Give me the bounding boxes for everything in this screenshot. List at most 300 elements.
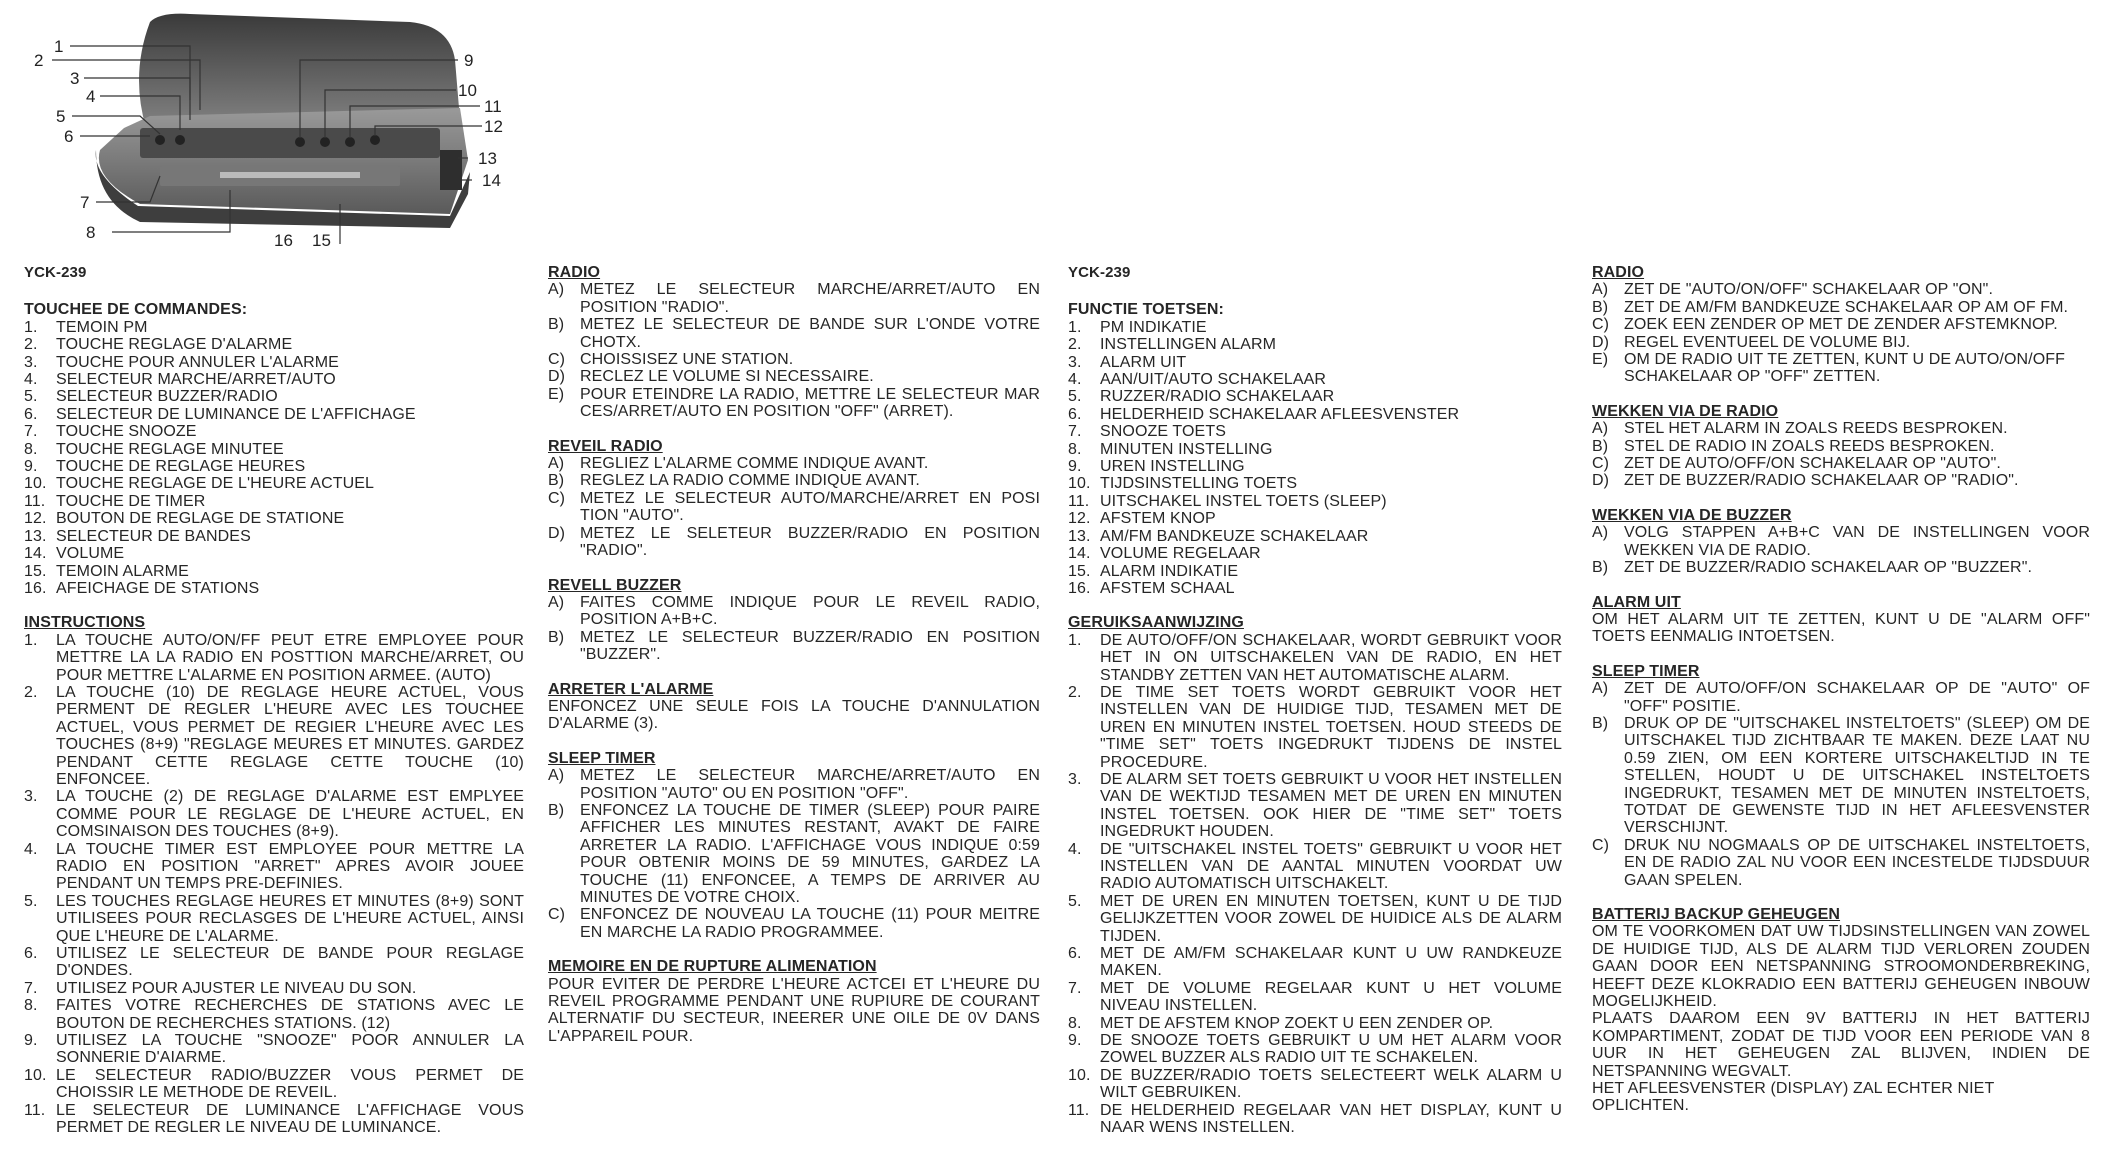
item-text: ZET DE AUTO/OFF/ON SCHAKELAAR OP "AUTO". bbox=[1624, 455, 2001, 473]
list-item bbox=[1592, 680, 2090, 715]
item-text: ZET DE AUTO/OFF/ON SCHAKELAAR OP DE "AUTO" OF "OFF" POSITIE. bbox=[1624, 680, 2090, 715]
sleep-list-nl bbox=[1592, 680, 2090, 889]
list-item bbox=[24, 980, 524, 997]
item-text: ZET DE BUZZER/RADIO SCHAKELAAR OP "BUZZER". bbox=[1624, 559, 2033, 577]
list-item bbox=[1068, 388, 1562, 405]
item-number: 1. bbox=[1068, 318, 1082, 336]
item-number: 12. bbox=[1068, 510, 1091, 528]
item-text: PM INDIKATIE bbox=[1100, 318, 1207, 336]
item-number: 7. bbox=[24, 979, 38, 997]
item-text: STEL DE RADIO IN ZOALS REEDS BESPROKEN. bbox=[1624, 437, 1995, 455]
item-text: LA TOUCHE (10) DE REGLAGE HEURE ACTUEL, VOUS PERMENT DE REGLER L'HEURE AVEC LES TOUCHEE ACTUEL, VOUS PERMET DE REGIER L'HEURE AVEC LES TOUCHES (8+9) "REGLAGE MEURES ET MINUTES. GARDEZ PENDANT CETTE REGLAGE CETTE TOUCHE (10) ENFONCEE. bbox=[56, 683, 524, 788]
item-number: 5. bbox=[1068, 892, 1082, 910]
item-number: A) bbox=[548, 767, 565, 785]
list-item bbox=[1068, 1102, 1562, 1137]
item-number: 5. bbox=[24, 388, 38, 406]
list-item bbox=[1592, 559, 2090, 576]
list-item bbox=[1068, 458, 1562, 475]
alarm-uit-text-nl: OM HET ALARM UIT TE ZETTEN, KUNT U DE "ALARM OFF" TOETS EENMALIG INTOETSEN. bbox=[1592, 610, 2090, 646]
item-text: ALARM UIT bbox=[1100, 353, 1187, 371]
list-item bbox=[1068, 545, 1562, 562]
item-text: TOUCHE REGLAGE D'ALARME bbox=[56, 336, 293, 354]
item-number: E) bbox=[1592, 351, 1609, 369]
item-number: 10. bbox=[1068, 475, 1091, 493]
item-number: 15. bbox=[24, 562, 47, 580]
item-text: MET DE AFSTEM KNOP ZOEKT U EEN ZENDER OP. bbox=[1100, 1014, 1494, 1032]
wekken-buzzer-heading-nl: WEKKEN VIA DE BUZZER bbox=[1592, 506, 1792, 524]
list-item bbox=[1068, 684, 1562, 771]
item-text: UTILISEZ LA TOUCHE "SNOOZE" POOR ANNULER LA SONNERIE D'AIARME. bbox=[56, 1032, 524, 1067]
list-item bbox=[24, 388, 524, 405]
item-number: B) bbox=[1592, 714, 1609, 732]
item-number: 8. bbox=[1068, 440, 1082, 458]
list-item bbox=[1068, 423, 1562, 440]
list-item bbox=[1068, 510, 1562, 527]
item-number: 10. bbox=[24, 475, 47, 493]
item-number: A) bbox=[548, 281, 565, 299]
item-text: ALARM INDIKATIE bbox=[1100, 562, 1239, 580]
item-text: MET DE VOLUME REGELAAR KUNT U HET VOLUME NIVEAU INSTELLEN. bbox=[1100, 979, 1562, 1015]
list-item bbox=[1068, 632, 1562, 684]
item-number: C) bbox=[1592, 455, 1610, 473]
item-text: MET DE UREN EN MINUTEN TOETSEN, KUNT U DE TIJD GELIJKZETTEN VOOR ZOWEL DE HUIDICE ALS DE ALARM TIJDEN. bbox=[1100, 892, 1562, 945]
item-number: D) bbox=[548, 524, 566, 542]
list-item bbox=[1068, 441, 1562, 458]
list-item bbox=[548, 802, 1040, 906]
list-item bbox=[1068, 354, 1562, 371]
item-text: TEMOIN ALARME bbox=[56, 562, 189, 580]
item-text: HELDERHEID SCHAKELAAR AFLEESVENSTER bbox=[1100, 405, 1460, 423]
item-text: LA TOUCHE TIMER EST EMPLOYEE POUR METTRE LA RADIO EN POSITION "ARRET" APRES AVOIR JOUEE PENDANT UN TEMPS PRE-DEFINIES. bbox=[56, 840, 524, 893]
list-item bbox=[1068, 406, 1562, 423]
item-text: BOUTON DE REGLAGE DE STATIONE bbox=[56, 510, 345, 528]
controls-list-fr bbox=[24, 319, 524, 598]
list-item bbox=[1592, 281, 2090, 298]
callout-7: 7 bbox=[80, 193, 90, 212]
item-text: METEZ LE SELECTEUR MARCHE/ARRET/AUTO EN POSITION "RADIO". bbox=[580, 281, 1040, 316]
item-text: LE SELECTEUR DE LUMINANCE L'AFFICHAGE VOUS PERMET DE REGLER LE NIVEAU DE LUMINANCE. bbox=[56, 1101, 524, 1137]
battery-text2-nl: PLAATS DAAROM EEN 9V BATTERIJ IN HET BATTERIJ KOMPARTIMENT, ZODAT DE TIJD VOOR EEN PERIODE VAN 8 UUR IN HET GEHEUGEN ZAL BLIJVEN, INDIEN DE NETSPANNING WEGVALT. bbox=[1592, 1010, 2090, 1080]
item-text: REGLIEZ L'ALARME COMME INDIQUE AVANT. bbox=[580, 455, 929, 473]
item-text: METEZ LE SELECTEUR MARCHE/ARRET/AUTO EN POSITION "AUTO" OU EN POSITION "OFF". bbox=[580, 767, 1040, 802]
item-number: A) bbox=[548, 593, 565, 611]
list-item bbox=[24, 684, 524, 788]
item-number: 4. bbox=[1068, 840, 1082, 858]
dutch-column-2 bbox=[1592, 0, 2090, 1160]
item-text: TEMOIN PM bbox=[56, 318, 148, 336]
item-number: 6. bbox=[1068, 405, 1082, 423]
item-number: B) bbox=[1592, 559, 1609, 577]
list-item bbox=[1068, 528, 1562, 545]
sleep-heading-fr: SLEEP TIMER bbox=[548, 749, 656, 767]
list-item bbox=[24, 510, 524, 527]
item-text: UITSCHAKEL INSTEL TOETS (SLEEP) bbox=[1100, 492, 1387, 510]
list-item bbox=[1592, 715, 2090, 837]
item-text: DRUK OP DE "UITSCHAKEL INSTELTOETS" (SLEEP) OM DE UITSCHAKEL TIJD ZICHTBAAR TE MAKEN. DEZE LAAT NU 0.59 ZIEN, OM EEN KORTERE UITSCHAKELTIJD IN TE STELLEN, HOUDT U DE UITSCHAKEL INSTELTOETS INGEDRUKT, TESAMEN MET DE MINUTEN INSTELTOETS, TOTDAT DE GEWENSTE TIJD IN HET AFLEESVENSTER VERSCHIJNT. bbox=[1624, 714, 2090, 837]
controls-heading-fr: TOUCHEE DE COMMANDES: bbox=[24, 301, 248, 319]
item-text: UTILISEZ LE SELECTEUR DE BANDE POUR REGLAGE D'ONDES. bbox=[56, 945, 524, 980]
item-text: ZOEK EEN ZENDER OP MET DE ZENDER AFSTEMKNOP. bbox=[1624, 316, 2058, 334]
list-item bbox=[24, 632, 524, 684]
item-number: 9. bbox=[1068, 458, 1082, 476]
item-text: SELECTEUR DE BANDES bbox=[56, 527, 251, 545]
callout-16: 16 bbox=[274, 231, 293, 250]
item-text: FAITES VOTRE RECHERCHES DE STATIONS AVEC LE BOUTON DE RECHERCHES STATIONS. (12) bbox=[56, 997, 524, 1032]
item-text: SNOOZE TOETS bbox=[1100, 423, 1226, 441]
item-number: 2. bbox=[24, 336, 38, 354]
item-text: DE "UITSCHAKEL INSTEL TOETS" GEBRUIKT U VOOR HET INSTELLEN VAN DE AANTAL MINUTEN VOORDAT UW RADIO AUTOMATISCH UITSCHAKELT. bbox=[1100, 840, 1562, 893]
callout-2: 2 bbox=[34, 51, 44, 70]
list-item bbox=[1592, 472, 2090, 489]
item-number: A) bbox=[1592, 420, 1609, 438]
item-text: AFSTEM KNOP bbox=[1100, 510, 1216, 528]
item-text: RECLEZ LE VOLUME SI NECESSAIRE. bbox=[580, 368, 874, 386]
item-number: 16. bbox=[24, 579, 47, 597]
item-text: METEZ LE SELETEUR BUZZER/RADIO EN POSITION "RADIO". bbox=[580, 524, 1040, 560]
list-item bbox=[24, 423, 524, 440]
french-column-1 bbox=[24, 0, 524, 1160]
list-item bbox=[1068, 580, 1562, 597]
list-item bbox=[1592, 524, 2090, 559]
list-item bbox=[548, 594, 1040, 629]
item-text: LE SELECTEUR RADIO/BUZZER VOUS PERMET DE CHOISSIR LE METHODE DE REVEIL. bbox=[56, 1066, 524, 1102]
item-text: UTILISEZ POUR AJUSTER LE NIVEAU DU SON. bbox=[56, 979, 417, 997]
item-text: UREN INSTELLING bbox=[1100, 458, 1245, 476]
list-item bbox=[24, 354, 524, 371]
list-item bbox=[548, 629, 1040, 664]
model-number-fr: YCK-239 bbox=[24, 264, 87, 281]
list-item bbox=[1068, 493, 1562, 510]
item-number: E) bbox=[548, 385, 565, 403]
item-number: A) bbox=[1592, 524, 1609, 542]
item-number: B) bbox=[548, 628, 565, 646]
list-item bbox=[1068, 475, 1562, 492]
item-text: TOUCHE DE TIMER bbox=[56, 492, 206, 510]
item-text: VOLUME bbox=[56, 545, 125, 563]
list-item bbox=[1068, 1032, 1562, 1067]
list-item bbox=[548, 316, 1040, 351]
wekken-buzzer-list-nl bbox=[1592, 524, 2090, 576]
list-item bbox=[548, 281, 1040, 316]
item-number: 9. bbox=[24, 1032, 38, 1050]
item-number: A) bbox=[1592, 281, 1609, 299]
item-text: LES TOUCHES REGLAGE HEURES ET MINUTES (8+9) SONT UTILISEES POUR RECLASGES DE L'HEURE ACTUEL, AINSI QUE L'HEURE DE L'ALARME. bbox=[56, 892, 524, 945]
list-item bbox=[24, 893, 524, 945]
item-text: FAITES COMME INDIQUE POUR LE REVEIL RADIO, POSITION A+B+C. bbox=[580, 593, 1040, 629]
reveil-radio-list-fr bbox=[548, 455, 1040, 559]
item-text: METEZ LE SELECTEUR BUZZER/RADIO EN POSITION "BUZZER". bbox=[580, 628, 1040, 664]
item-text: REGLEZ LA RADIO COMME INDIQUE AVANT. bbox=[580, 472, 920, 490]
sleep-heading-nl: SLEEP TIMER bbox=[1592, 662, 1700, 680]
item-number: D) bbox=[1592, 333, 1610, 351]
callout-5: 5 bbox=[56, 107, 66, 126]
item-text: SELECTEUR BUZZER/RADIO bbox=[56, 388, 278, 406]
item-number: 7. bbox=[1068, 979, 1082, 997]
list-item bbox=[1592, 351, 2090, 386]
item-number: 10. bbox=[24, 1066, 47, 1084]
item-number: 1. bbox=[24, 318, 38, 336]
french-column-2 bbox=[548, 0, 1040, 1160]
list-item bbox=[24, 1067, 524, 1102]
wekken-radio-heading-nl: WEKKEN VIA DE RADIO bbox=[1592, 402, 1779, 420]
list-item bbox=[1592, 837, 2090, 889]
item-number: A) bbox=[1592, 680, 1609, 698]
item-number: 4. bbox=[24, 840, 38, 858]
list-item bbox=[1592, 334, 2090, 351]
list-item bbox=[1068, 1015, 1562, 1032]
list-item bbox=[1592, 299, 2090, 316]
callout-8: 8 bbox=[86, 223, 96, 242]
item-text: TOUCHE POUR ANNULER L'ALARME bbox=[56, 353, 339, 371]
item-number: 1. bbox=[1068, 631, 1082, 649]
list-item bbox=[1068, 771, 1562, 841]
item-number: 8. bbox=[1068, 1014, 1082, 1032]
item-text: AM/FM BANDKEUZE SCHAKELAAR bbox=[1100, 527, 1369, 545]
item-number: C) bbox=[1592, 836, 1610, 854]
item-text: RUZZER/RADIO SCHAKELAAR bbox=[1100, 388, 1335, 406]
item-number: 3. bbox=[1068, 353, 1082, 371]
item-number: 5. bbox=[1068, 388, 1082, 406]
list-item bbox=[1068, 319, 1562, 336]
callout-6: 6 bbox=[64, 127, 74, 146]
list-item bbox=[1068, 893, 1562, 945]
item-text: DRUK NU NOGMAALS OP DE UITSCHAKEL INSTELTOETS, EN DE RADIO ZAL NU VOOR EEN INCESTELDE TIJDSDUUR GAAN SPELEN. bbox=[1624, 836, 2090, 889]
sleep-list-fr bbox=[548, 767, 1040, 941]
list-item bbox=[24, 545, 524, 562]
item-text: DE ALARM SET TOETS GEBRUIKT U VOOR HET INSTELLEN VAN DE WEKTIJD TESAMEN MET DE UREN EN MINUTEN INSTEL TOETSEN. OOK HIER DE "TIME SET" TOETS INGEDRUKT HOUDEN. bbox=[1100, 770, 1562, 841]
callout-4: 4 bbox=[86, 87, 96, 106]
item-number: 10. bbox=[1068, 1066, 1091, 1084]
list-item bbox=[24, 319, 524, 336]
battery-text-nl: OM TE VOORKOMEN DAT UW TIJDSINSTELLINGEN VAN ZOWEL DE HUIDIGE TIJD, ALS DE ALARM TIJD VERLOREN ZOUDEN GAAN DOOR EEN NETSPANNING STROOMONDERBREKING, HEEFT DEZE KLOKRADIO EEN BATTERIJ GEHEUGEN INBOUW MOGELIJKHEID. bbox=[1592, 923, 2090, 1011]
item-number: 12. bbox=[24, 510, 47, 528]
item-number: 3. bbox=[24, 788, 38, 806]
item-text: DE HELDERHEID REGELAAR VAN HET DISPLAY, KUNT U NAAR WENS INSTELLEN. bbox=[1100, 1101, 1562, 1137]
item-text: SELECTEUR DE LUMINANCE DE L'AFFICHAGE bbox=[56, 405, 416, 423]
radio-list-nl bbox=[1592, 281, 2090, 385]
list-item bbox=[1068, 945, 1562, 980]
list-item bbox=[1068, 1067, 1562, 1102]
item-text: METEZ LE SELECTEUR DE BANDE SUR L'ONDE VOTRE CHOTX. bbox=[580, 316, 1040, 351]
battery-text3-nl: HET AFLEESVENSTER (DISPLAY) ZAL ECHTER NIET OPLICHTEN. bbox=[1592, 1080, 1995, 1115]
item-text: AFSTEM SCHAAL bbox=[1100, 579, 1235, 597]
item-text: INSTELLINGEN ALARM bbox=[1100, 336, 1277, 354]
functions-heading-nl: FUNCTIE TOETSEN: bbox=[1068, 301, 1224, 319]
list-item bbox=[548, 455, 1040, 472]
item-text: ZET DE BUZZER/RADIO SCHAKELAAR OP "RADIO". bbox=[1624, 472, 2019, 490]
arreter-heading-fr: ARRETER L'ALARME bbox=[548, 680, 714, 698]
item-number: 13. bbox=[24, 527, 47, 545]
item-number: 2. bbox=[1068, 336, 1082, 354]
list-item bbox=[1592, 455, 2090, 472]
list-item bbox=[24, 1032, 524, 1067]
list-item bbox=[548, 368, 1040, 385]
item-text: TOUCHE REGLAGE DE L'HEURE ACTUEL bbox=[56, 475, 375, 493]
list-item bbox=[1068, 563, 1562, 580]
item-number: 2. bbox=[24, 683, 38, 701]
item-text: TOUCHE SNOOZE bbox=[56, 423, 197, 441]
callout-14: 14 bbox=[482, 171, 501, 190]
item-text: ZET DE AM/FM BANDKEUZE SCHAKELAAR OP AM OF FM. bbox=[1624, 298, 2069, 316]
item-number: 9. bbox=[24, 458, 38, 476]
item-number: 15. bbox=[1068, 562, 1091, 580]
item-text: LA TOUCHE (2) DE REGLAGE D'ALARME EST EMPLYEE COMME POUR LE REGLAGE DE L'HEURE ACTUEL, EN COMSINAISON DES TOUCHES (8+9). bbox=[56, 788, 524, 841]
model-number-nl: YCK-239 bbox=[1068, 264, 1131, 281]
instructions-heading-fr: INSTRUCTIONS bbox=[24, 614, 146, 632]
item-number: 6. bbox=[24, 405, 38, 423]
item-number: 11. bbox=[24, 492, 46, 510]
list-item bbox=[24, 563, 524, 580]
item-number: 11. bbox=[1068, 1101, 1090, 1119]
item-text: SELECTEUR MARCHE/ARRET/AUTO bbox=[56, 371, 336, 389]
item-number: 11. bbox=[24, 1101, 46, 1119]
radio-heading-fr: RADIO bbox=[548, 264, 601, 281]
item-text: DE TIME SET TOETS WORDT GEBRUIKT VOOR HET INSTELLEN VAN DE HUIDIGE TIJD, TESAMEN MET DE UREN EN MINUTEN INSTEL TOETSEN. HOUD STEEDS DE "TIME SET" TOETS INGEDRUKT TIJDENS DE INSTEL PROCEDURE. bbox=[1100, 683, 1562, 771]
list-item bbox=[24, 841, 524, 893]
list-item bbox=[24, 458, 524, 475]
item-text: POUR ETEINDRE LA RADIO, METTRE LE SELECTEUR MAR CES/ARRET/AUTO EN POSITION "OFF" (ARRET). bbox=[580, 385, 1040, 421]
list-item bbox=[24, 528, 524, 545]
list-item bbox=[1592, 438, 2090, 455]
item-number: 7. bbox=[1068, 423, 1082, 441]
item-text: TOUCHE REGLAGE MINUTEE bbox=[56, 440, 284, 458]
item-number: 14. bbox=[24, 545, 47, 563]
list-item bbox=[1068, 980, 1562, 1015]
item-number: C) bbox=[1592, 316, 1610, 334]
list-item bbox=[24, 475, 524, 492]
item-number: A) bbox=[548, 455, 565, 473]
list-item bbox=[24, 997, 524, 1032]
list-item bbox=[24, 945, 524, 980]
arreter-text-fr: ENFONCEZ UNE SEULE FOIS LA TOUCHE D'ANNULATION D'ALARME (3). bbox=[548, 697, 1040, 733]
item-text: VOLUME REGELAAR bbox=[1100, 545, 1261, 563]
item-text: DE SNOOZE TOETS GEBRUIKT U UM HET ALARM VOOR ZOWEL BUZZER ALS RADIO UIT TE SCHAKELEN. bbox=[1100, 1032, 1562, 1067]
list-item bbox=[1068, 336, 1562, 353]
list-item bbox=[1068, 371, 1562, 388]
list-item bbox=[548, 490, 1040, 525]
reveil-buzzer-list-fr bbox=[548, 594, 1040, 664]
battery-heading-nl: BATTERIJ BACKUP GEHEUGEN bbox=[1592, 906, 1841, 923]
callout-10: 10 bbox=[458, 81, 477, 100]
wekken-radio-list-nl bbox=[1592, 420, 2090, 490]
item-number: 8. bbox=[24, 997, 38, 1015]
list-item bbox=[1592, 420, 2090, 437]
list-item bbox=[24, 580, 524, 597]
item-text: TIJDSINSTELLING TOETS bbox=[1100, 475, 1298, 493]
list-item bbox=[24, 371, 524, 388]
functions-list-nl bbox=[1068, 319, 1562, 598]
list-item bbox=[24, 1102, 524, 1137]
list-item bbox=[548, 386, 1040, 421]
item-text: STEL HET ALARM IN ZOALS REEDS BESPROKEN. bbox=[1624, 420, 2008, 438]
memoire-heading-fr: MEMOIRE EN DE RUPTURE ALIMENATION bbox=[548, 958, 877, 976]
radio-heading-nl: RADIO bbox=[1592, 264, 1645, 281]
item-number: 13. bbox=[1068, 527, 1091, 545]
dutch-column-1 bbox=[1068, 0, 1562, 1160]
item-number: C) bbox=[548, 351, 566, 369]
callout-3: 3 bbox=[70, 69, 80, 88]
item-number: D) bbox=[1592, 472, 1610, 490]
item-text: OM DE RADIO UIT TE ZETTEN, KUNT U DE AUTO/ON/OFF SCHAKELAAR OP "OFF" ZETTEN. bbox=[1624, 351, 2065, 386]
usage-heading-nl: GERUIKSAANWIJZING bbox=[1068, 614, 1244, 632]
item-number: B) bbox=[548, 472, 565, 490]
item-number: 8. bbox=[24, 440, 38, 458]
item-text: REGEL EVENTUEEL DE VOLUME BIJ. bbox=[1624, 333, 1911, 351]
instructions-list-fr bbox=[24, 632, 524, 1137]
list-item bbox=[1068, 841, 1562, 893]
item-text: AAN/UIT/AUTO SCHAKELAAR bbox=[1100, 371, 1327, 389]
item-number: 14. bbox=[1068, 545, 1091, 563]
item-number: B) bbox=[1592, 437, 1609, 455]
item-text: METEZ LE SELECTEUR AUTO/MARCHE/ARRET EN POSI TION "AUTO". bbox=[580, 489, 1040, 525]
list-item bbox=[24, 493, 524, 510]
item-number: 2. bbox=[1068, 683, 1082, 701]
item-text: ZET DE "AUTO/ON/OFF" SCHAKELAAR OP "ON". bbox=[1624, 281, 1994, 299]
usage-list-nl bbox=[1068, 632, 1562, 1137]
item-number: 9. bbox=[1068, 1032, 1082, 1050]
radio-list-fr bbox=[548, 281, 1040, 420]
item-text: MET DE AM/FM SCHAKELAAR KUNT U UW RANDKEUZE MAKEN. bbox=[1100, 945, 1562, 980]
callout-13: 13 bbox=[478, 149, 497, 168]
item-number: 5. bbox=[24, 892, 38, 910]
item-number: B) bbox=[548, 316, 565, 334]
item-number: 6. bbox=[24, 945, 38, 963]
list-item bbox=[548, 767, 1040, 802]
item-number: 16. bbox=[1068, 579, 1091, 597]
list-item bbox=[1592, 316, 2090, 333]
callout-11: 11 bbox=[484, 97, 502, 116]
item-number: 4. bbox=[24, 371, 38, 389]
item-text: DE BUZZER/RADIO TOETS SELECTEERT WELK ALARM U WILT GEBRUIKEN. bbox=[1100, 1066, 1562, 1102]
list-item bbox=[24, 406, 524, 423]
list-item bbox=[548, 906, 1040, 941]
item-number: 3. bbox=[24, 353, 38, 371]
item-text: CHOISSISEZ UNE STATION. bbox=[580, 351, 794, 369]
item-number: B) bbox=[1592, 298, 1609, 316]
reveil-radio-heading-fr: REVEIL RADIO bbox=[548, 437, 663, 455]
item-number: 11. bbox=[1068, 492, 1090, 510]
item-text: MINUTEN INSTELLING bbox=[1100, 440, 1273, 458]
callout-12: 12 bbox=[484, 117, 503, 136]
list-item bbox=[548, 525, 1040, 560]
list-item bbox=[24, 788, 524, 840]
item-number: D) bbox=[548, 368, 566, 386]
list-item bbox=[24, 336, 524, 353]
item-text: DE AUTO/OFF/ON SCHAKELAAR, WORDT GEBRUIKT VOOR HET IN ON UITSCHAKELEN VAN DE RADIO, EN HET STANDBY ZETTEN VAN HET AUTOMATISCHE ALARM. bbox=[1100, 631, 1562, 684]
alarm-uit-heading-nl: ALARM UIT bbox=[1592, 593, 1681, 611]
item-number: 6. bbox=[1068, 945, 1082, 963]
item-number: 3. bbox=[1068, 770, 1082, 788]
item-number: 4. bbox=[1068, 371, 1082, 389]
item-text: ENFONCEZ LA TOUCHE DE TIMER (SLEEP) POUR PAIRE AFFICHER LES MINUTES RESTANT, AVAKT DE FAIRE ARRETER LA RADIO. L'AFFICHAGE VOUS INDIQUE 0:59 POUR OBTENIR MOINS DE 59 MINUTES, GARDEZ LA TOUCHE (11) ENFONCEE, A TEMPS DE ARRIVER AU MINUTES DE VOTRE CHOIX. bbox=[580, 801, 1040, 906]
item-text: TOUCHE DE REGLAGE HEURES bbox=[56, 458, 306, 476]
list-item bbox=[24, 441, 524, 458]
item-number: B) bbox=[548, 801, 565, 819]
item-text: LA TOUCHE AUTO/ON/FF PEUT ETRE EMPLOYEE POUR METTRE LA LA RADIO EN POSTTION MARCHE/ARRET, OU POUR METTRE L'ALARME EN POSITION ARMEE. (AUTO) bbox=[56, 631, 524, 684]
item-text: VOLG STAPPEN A+B+C VAN DE INSTELLINGEN VOOR WEKKEN VIA DE RADIO. bbox=[1624, 524, 2090, 559]
callout-15: 15 bbox=[312, 231, 331, 250]
list-item bbox=[548, 351, 1040, 368]
callout-9: 9 bbox=[464, 51, 474, 70]
item-number: 7. bbox=[24, 423, 38, 441]
item-number: C) bbox=[548, 489, 566, 507]
callout-1: 1 bbox=[54, 37, 64, 56]
item-text: ENFONCEZ DE NOUVEAU LA TOUCHE (11) POUR MEITRE EN MARCHE LA RADIO PROGRAMMEE. bbox=[580, 906, 1040, 941]
item-number: C) bbox=[548, 906, 566, 924]
item-text: AFEICHAGE DE STATIONS bbox=[56, 579, 260, 597]
reveil-buzzer-heading-fr: REVELL BUZZER bbox=[548, 576, 682, 594]
item-number: 1. bbox=[24, 631, 38, 649]
